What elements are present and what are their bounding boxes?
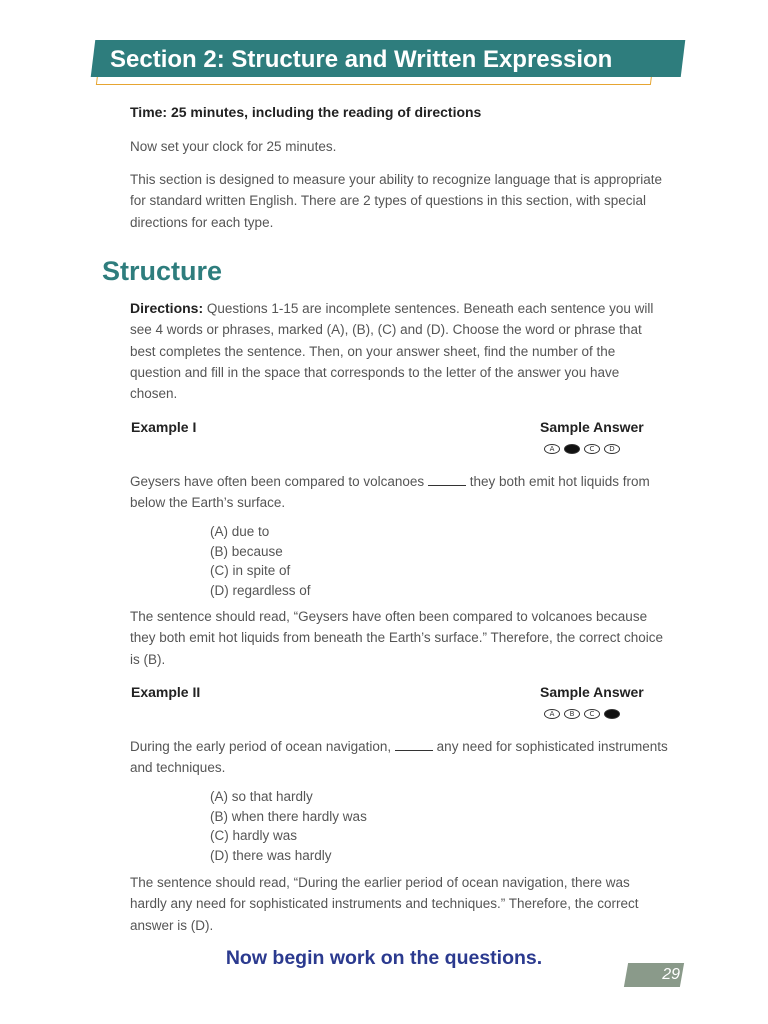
section-description: This section is designed to measure your ability to recognize language that is appropriate for standard written English. There are 2 types of questions in this section, with special directions for each type.	[130, 172, 663, 230]
example-2-sentence-end: any need for sophisticated instruments and techniques.	[130, 739, 668, 776]
answer-bubble-a: A	[544, 444, 560, 454]
answer-blank	[395, 738, 433, 751]
example-2-sentence-start: During the early period of ocean navigation,	[130, 739, 395, 754]
example-1-sentence-end: they both emit hot liquids from below the Earth’s surface.	[130, 474, 650, 511]
example-1-sentence-start: Geysers have often been compared to volcanoes	[130, 474, 428, 489]
example-1-sentence	[130, 471, 670, 514]
option-d: (D) there was hardly	[210, 848, 332, 864]
example-2-sentence	[130, 736, 670, 779]
clock-instruction: Now set your clock for 25 minutes.	[130, 139, 337, 154]
option-c: (C) hardly was	[210, 828, 298, 844]
example-1-options	[210, 522, 311, 601]
example-1-explanation: The sentence should read, “Geysers have often been compared to volcanoes because they both emit hot liquids from beneath the Earth’s surface.” Therefore, the correct choice is (B).	[130, 609, 664, 667]
answer-blank	[428, 473, 466, 486]
option-a: (A) due to	[210, 524, 270, 539]
structure-heading: Structure	[102, 256, 223, 286]
option-b: (B) because	[210, 543, 283, 559]
answer-bubble-c: C	[584, 709, 600, 719]
time-limit: Time: 25 minutes, including the reading of directions	[130, 104, 482, 120]
section-title: Section 2: Structure and Written Expression	[110, 46, 613, 73]
example-2-sample-answer-label: Sample Answer	[540, 684, 644, 700]
example-2-explanation: The sentence should read, “During the earlier period of ocean navigation, there was hardly any need for sophisticated instruments and techniques.” Therefore, the correct answer is (D).	[130, 875, 639, 933]
example-2-label: Example II	[131, 684, 201, 700]
example-2-options	[210, 787, 367, 866]
answer-bubble-b: B	[564, 709, 580, 719]
answer-bubble-d: D	[604, 444, 620, 454]
answer-bubble-a: A	[544, 709, 560, 719]
answer-bubble-b-filled	[564, 444, 580, 454]
answer-bubble-c: C	[584, 444, 600, 454]
begin-instruction: Now begin work on the questions.	[225, 947, 543, 969]
option-b: (B) when there hardly was	[210, 808, 367, 824]
option-c: (C) in spite of	[210, 563, 291, 579]
option-d: (D) regardless of	[210, 583, 311, 599]
directions-paragraph	[130, 298, 670, 404]
directions-label: Directions:	[130, 300, 204, 316]
option-a: (A) so that hardly	[210, 789, 313, 804]
example-1-answer-bubbles	[544, 444, 620, 454]
answer-bubble-d-filled	[604, 709, 620, 719]
directions-text: Questions 1-15 are incomplete sentences. Beneath each sentence you will see 4 words or phrases, marked (A), (B), (C) and (D). Choose the word or phrase that best completes the sentence. Then, on your answer sheet, find the number of the question and fill in the space that corresponds to the letter of the answer you have chosen.	[130, 301, 654, 402]
example-1-sample-answer-label: Sample Answer	[540, 419, 644, 435]
example-1-label: Example I	[131, 419, 197, 435]
example-2-answer-bubbles	[544, 709, 620, 719]
page-number: 29	[662, 966, 680, 983]
